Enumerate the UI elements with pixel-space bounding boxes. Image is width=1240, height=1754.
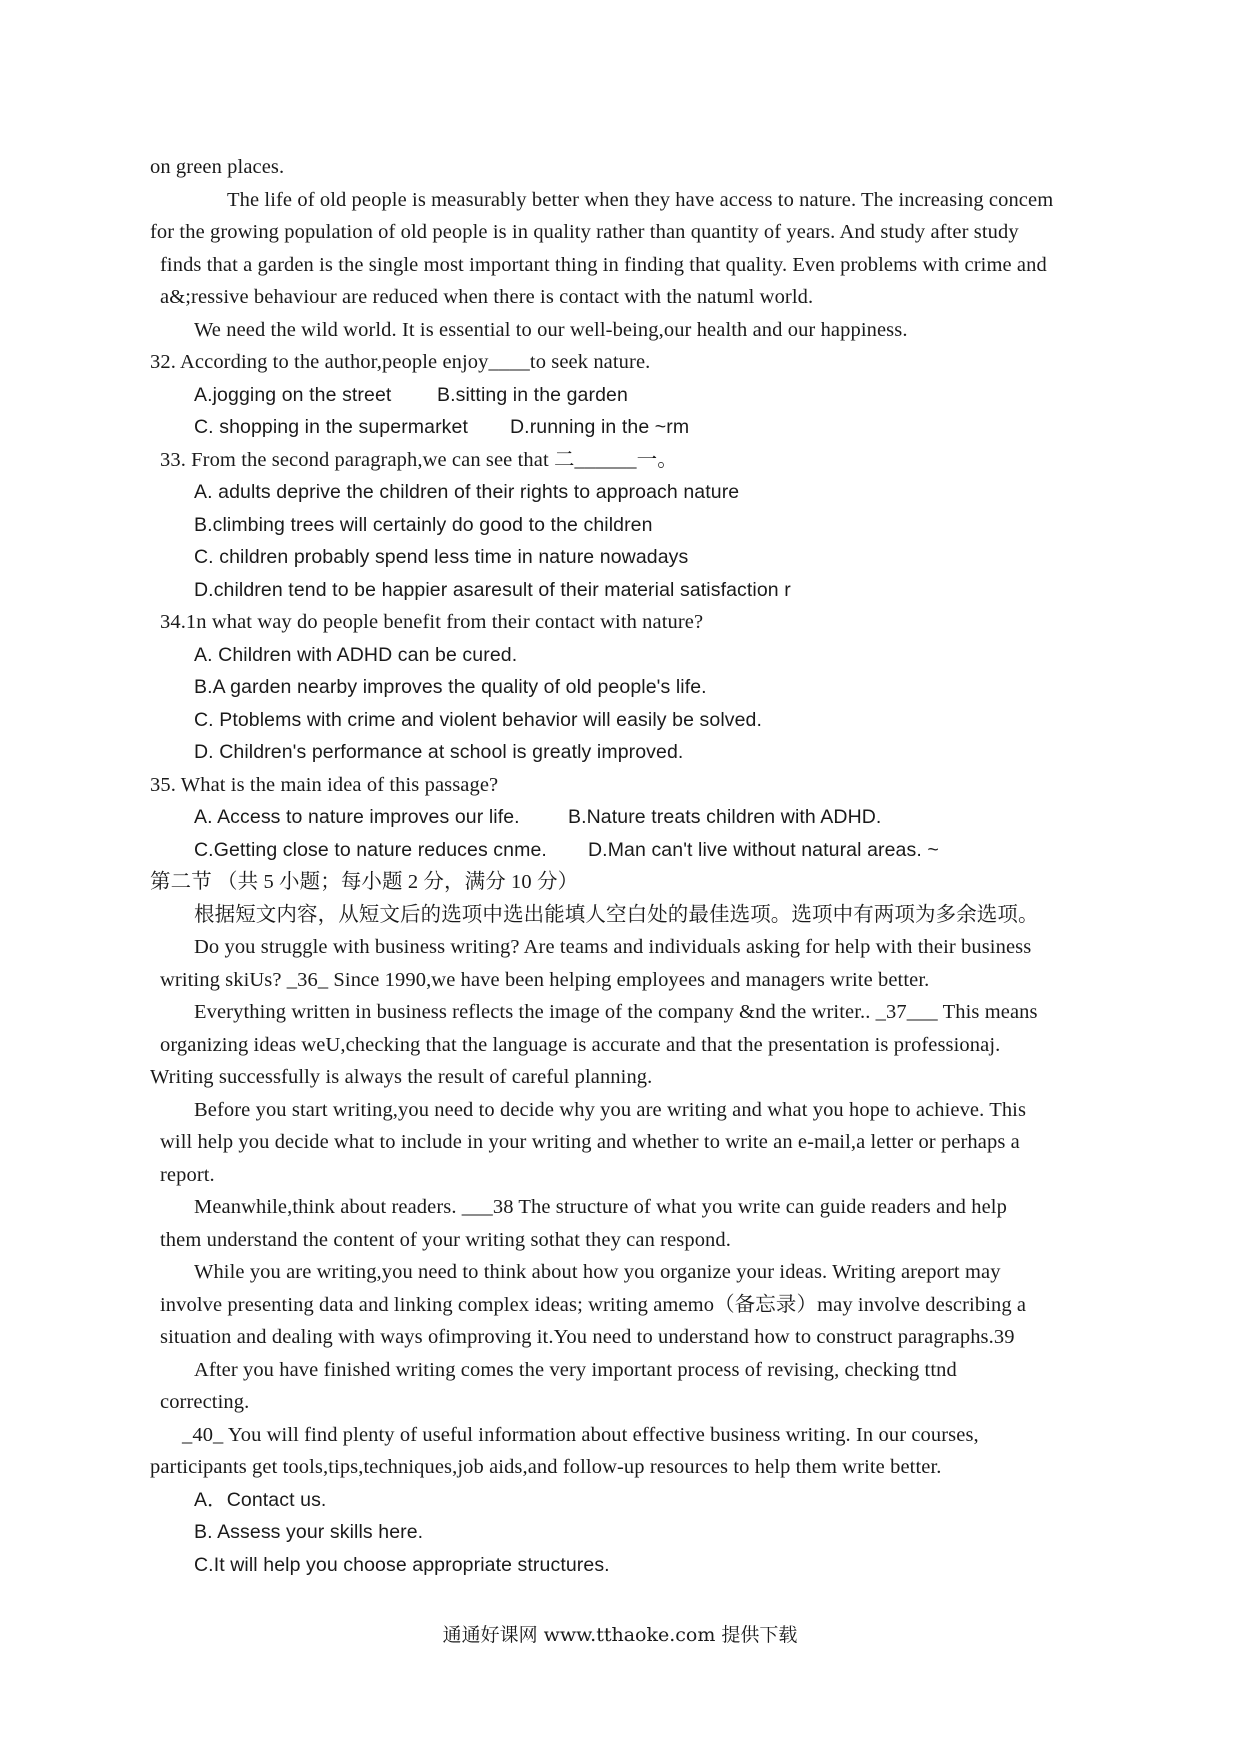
answer-option: C. shopping in the supermarket (194, 416, 468, 438)
passage-line: on green places. (150, 156, 285, 178)
question-stem: 35. What is the main idea of this passage? (150, 774, 499, 796)
passage-line: them understand the content of your writing sothat they can respond. (160, 1229, 731, 1251)
passage-line: correcting. (160, 1391, 250, 1413)
passage-line: Writing successfully is always the result of careful planning. (150, 1066, 653, 1088)
answer-option: C. Ptoblems with crime and violent behavior will easily be solved. (194, 709, 763, 731)
answer-option: C.Getting close to nature reduces cnme. (194, 839, 547, 861)
answer-option: B.Nature treats children with ADHD. (568, 806, 882, 828)
answer-option: A.jogging on the street (194, 384, 392, 406)
answer-option: A. Children with ADHD can be cured. (194, 644, 518, 666)
passage-line: involve presenting data and linking complex ideas; writing amemo（备忘录）may involve describing a (160, 1294, 1027, 1316)
passage-line: _40_ You will find plenty of useful information about effective business writing. In our courses, (182, 1424, 979, 1446)
passage-line: writing skiUs? _36_ Since 1990,we have been helping employees and managers write better. (160, 969, 930, 991)
answer-option: A. adults deprive the children of their rights to approach nature (194, 481, 740, 503)
passage-line: Everything written in business reflects the image of the company &nd the writer.. _37___ This means (194, 1001, 1038, 1023)
passage-line: organizing ideas weU,checking that the language is accurate and that the presentation is professionaj. (160, 1034, 1001, 1056)
answer-option: D.children tend to be happier asaresult of their material satisfaction r (194, 579, 791, 601)
passage-line: finds that a garden is the single most important thing in finding that quality. Even problems with crime and (160, 254, 1047, 276)
passage-line: participants get tools,tips,techniques,job aids,and follow-up resources to help them write better. (150, 1456, 942, 1478)
choice-option: C.It will help you choose appropriate structures. (194, 1554, 610, 1576)
passage-line: a&;ressive behaviour are reduced when there is contact with the natuml world. (160, 286, 814, 308)
answer-option: B.climbing trees will certainly do good to the children (194, 514, 653, 536)
passage-line: After you have finished writing comes the very important process of revising, checking ttnd (194, 1359, 957, 1381)
choice-option: A．Contact us. (194, 1489, 327, 1511)
page-footer: 通通好课网 www.tthaoke.com 提供下载 (442, 1624, 798, 1646)
question-stem: 33. From the second paragraph,we can see that 二______一。 (160, 449, 678, 471)
answer-option: D.Man can't live without natural areas. ~ (588, 839, 939, 861)
answer-option: B.sitting in the garden (437, 384, 628, 406)
question-stem: 32. According to the author,people enjoy____to seek nature. (150, 351, 651, 373)
answer-option: C. children probably spend less time in nature nowadays (194, 546, 689, 568)
passage-line: While you are writing,you need to think about how you organize your ideas. Writing areport may (194, 1261, 1001, 1283)
answer-option: A. Access to nature improves our life. (194, 806, 520, 828)
passage-line: The life of old people is measurably better when they have access to nature. The increasing concem (227, 189, 1054, 211)
passage-line: Do you struggle with business writing? Are teams and individuals asking for help with their business (194, 936, 1032, 958)
choice-option: B. Assess your skills here. (194, 1521, 424, 1543)
answer-option: D.running in the ~rm (510, 416, 690, 438)
passage-line: We need the wild world. It is essential to our well-being,our health and our happiness. (194, 319, 908, 341)
section-heading: 第二节 （共 5 小题；每小题 2 分，满分 10 分） (150, 871, 579, 893)
question-stem: 34.1n what way do people benefit from their contact with nature? (160, 611, 704, 633)
section-instruction: 根据短文内容，从短文后的选项中选出能填人空白处的最佳选项。选项中有两项为多余选项。 (194, 904, 1039, 926)
passage-line: situation and dealing with ways ofimproving it.You need to understand how to construct paragraphs.39 (160, 1326, 1015, 1348)
passage-line: report. (160, 1164, 215, 1186)
passage-line: will help you decide what to include in your writing and whether to write an e-mail,a letter or perhaps a (160, 1131, 1020, 1153)
answer-option: D. Children's performance at school is greatly improved. (194, 741, 684, 763)
answer-option: B.A garden nearby improves the quality of old people's life. (194, 676, 707, 698)
passage-line: Before you start writing,you need to decide why you are writing and what you hope to achieve. This (194, 1099, 1027, 1121)
passage-line: for the growing population of old people is in quality rather than quantity of years. And study after study (150, 221, 1019, 243)
passage-line: Meanwhile,think about readers. ___38 The structure of what you write can guide readers and help (194, 1196, 1007, 1218)
